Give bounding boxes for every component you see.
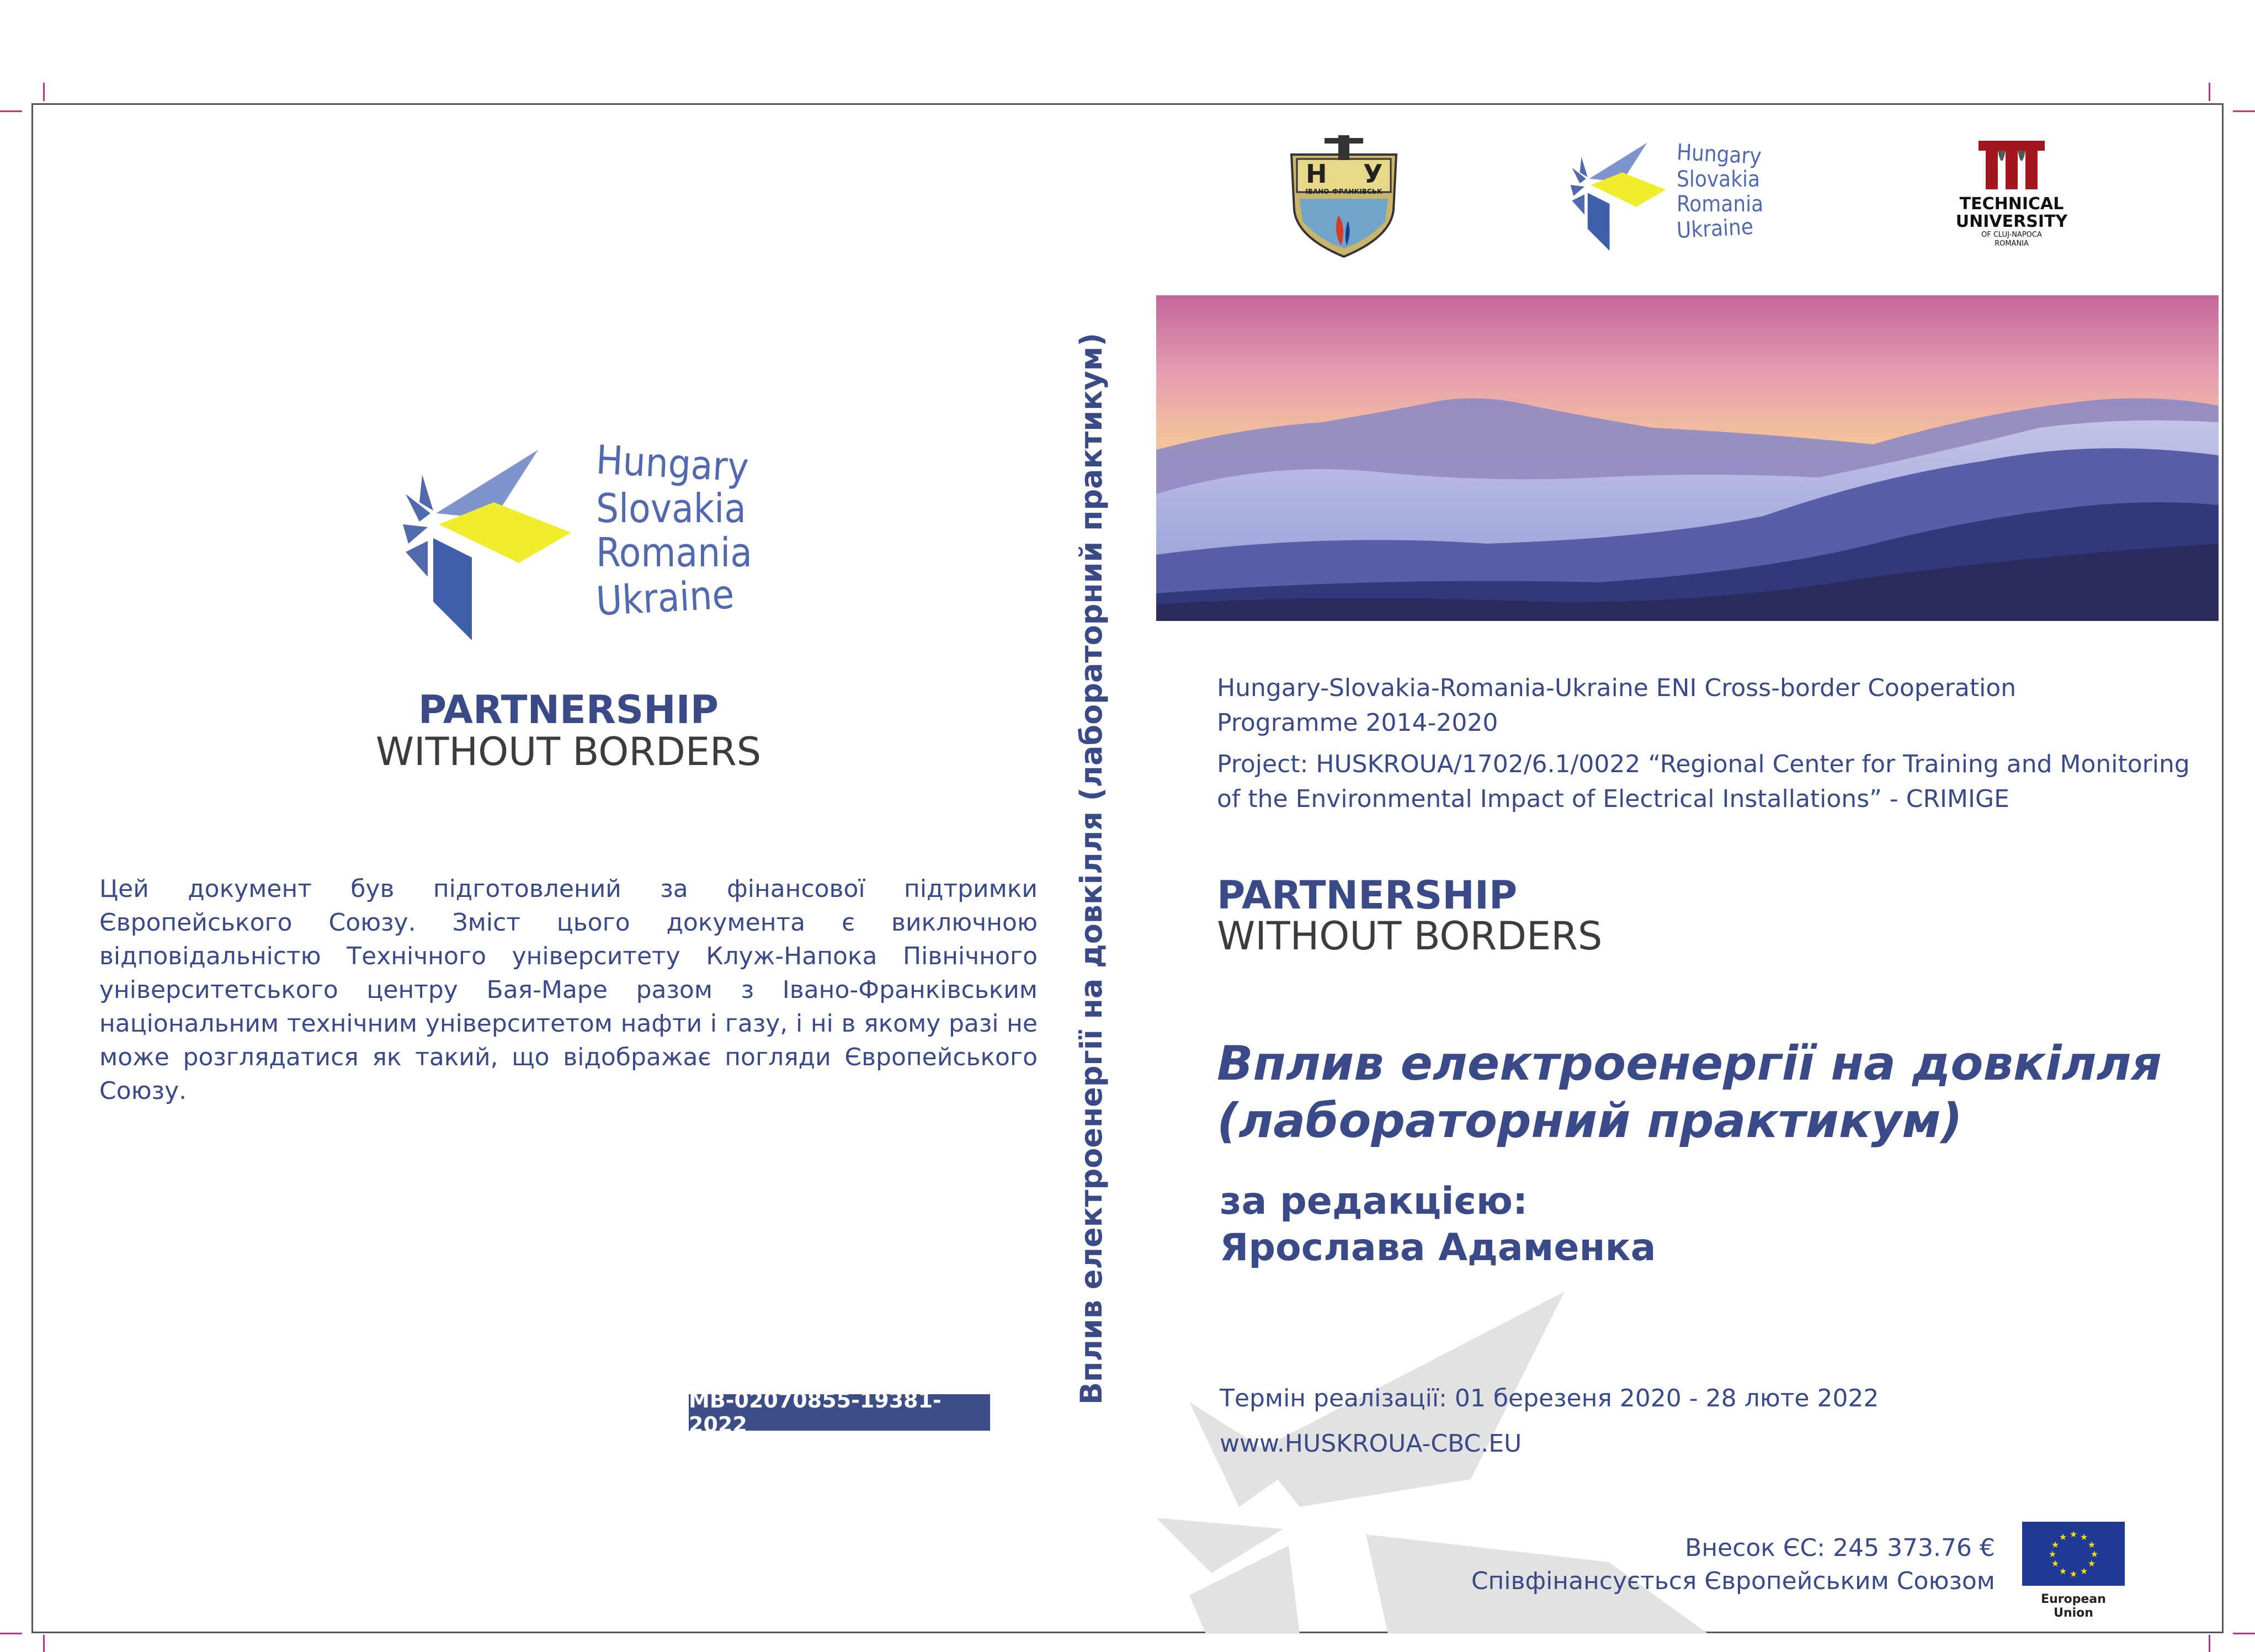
- mountain-landscape-image: [1156, 295, 2219, 621]
- logo-line: Hungary: [595, 436, 750, 491]
- university-emblem-icon: [1286, 132, 1402, 259]
- svg-text:★: ★: [2080, 1566, 2088, 1576]
- emblem-letter: Н: [1306, 159, 1327, 189]
- logo-line: Slovakia: [1677, 166, 1761, 192]
- logo-line: Ukraine: [1676, 214, 1754, 244]
- hsru-logo-small: [1556, 138, 1788, 254]
- tuc-line: OF CLUJ-NAPOCA: [1981, 231, 2042, 239]
- programme-line: of the Environmental Impact of Electrical Installations” - CRIMIGE: [1217, 785, 2009, 813]
- logo-line: Romania: [596, 529, 752, 576]
- programme-line: Programme 2014-2020: [1217, 709, 1498, 737]
- partnership-bold: PARTNERSHIP: [1217, 873, 1518, 918]
- editor-label: за редакцією:: [1220, 1180, 1528, 1223]
- crop-mark: [43, 1635, 45, 1652]
- logo-line: Slovakia: [596, 485, 746, 532]
- crop-mark: [2233, 110, 2255, 112]
- partnership-light: WITHOUT BORDERS: [1217, 913, 1603, 959]
- svg-text:★: ★: [2069, 1529, 2078, 1539]
- tuc-line: TECHNICAL: [1959, 194, 2064, 214]
- crop-mark: [43, 83, 45, 101]
- logo-line: Romania: [1677, 191, 1764, 217]
- spine-title: Вплив електроенергії на довкілля (лабораторний практикум): [1074, 333, 1109, 1405]
- programme-line: Project: HUSKROUA/1702/6.1/0022 “Regional Center for Training and Monitoring: [1217, 750, 2190, 778]
- svg-text:★: ★: [2090, 1549, 2099, 1559]
- logo-line: Ukraine: [594, 571, 736, 625]
- eu-flag-icon: [2022, 1522, 2125, 1586]
- tuc-line: UNIVERSITY: [1955, 212, 2068, 231]
- crop-mark: [2209, 83, 2210, 101]
- cofinance-text: Співфінансується Європейським Союзом: [1471, 1567, 1995, 1595]
- back-partnership: [331, 689, 806, 773]
- programme-line: Hungary-Slovakia-Romania-Ukraine ENI Cross-border Cooperation: [1217, 674, 2017, 702]
- logo-text: [1676, 139, 1764, 244]
- svg-text:★: ★: [2051, 1558, 2060, 1569]
- eu-contribution: [1325, 1532, 1995, 1598]
- logo-mark-icon: [1556, 138, 1672, 254]
- logo-line: Hungary: [1676, 139, 1762, 169]
- svg-text:★: ★: [2087, 1558, 2096, 1569]
- title-line: Вплив електроенергії на довкілля: [1217, 1036, 2162, 1091]
- programme-info: [1217, 671, 2210, 816]
- registration-code-badge: МВ-02070855-19381-2022: [689, 1394, 990, 1431]
- svg-text:★: ★: [2059, 1532, 2067, 1542]
- project-term: Термін реалізації: 01 березеня 2020 - 28 люте 2022: [1220, 1384, 1879, 1412]
- svg-text:★: ★: [2048, 1549, 2057, 1559]
- tuc-logo: [1943, 138, 2081, 254]
- book-title: [1217, 1035, 2210, 1150]
- crop-mark: [0, 1633, 22, 1634]
- tuc-line: ROMANIA: [1995, 240, 2029, 248]
- ifntung-logo: [1286, 132, 1402, 259]
- emblem-caption: ІВАНО-ФРАНКІВСЬК: [1305, 188, 1382, 195]
- emblem-letter: У: [1363, 159, 1383, 189]
- contribution-amount: Внесок ЄС: 245 373.76 €: [1685, 1534, 1995, 1562]
- crop-mark: [0, 110, 22, 112]
- svg-text:★: ★: [2051, 1539, 2060, 1550]
- website-link[interactable]: www.HUSKROUA-CBC.EU: [1220, 1430, 1522, 1458]
- university-mark-icon: [1976, 138, 2047, 193]
- eu-flag-logo: [2021, 1522, 2126, 1620]
- partnership-bold: PARTNERSHIP: [418, 687, 719, 732]
- eu-flag-label: European Union: [2041, 1592, 2106, 1620]
- svg-text:★: ★: [2087, 1539, 2096, 1550]
- title-line: (лабораторний практикум): [1217, 1093, 1963, 1149]
- logo-text: [594, 436, 752, 625]
- front-partnership: [1217, 875, 1714, 957]
- editor-info: [1220, 1178, 2047, 1271]
- partnership-light: WITHOUT BORDERS: [375, 729, 762, 774]
- editor-name: Ярослава Адаменка: [1220, 1226, 1656, 1269]
- crop-mark: [2233, 1633, 2255, 1634]
- crop-mark: [2209, 1635, 2210, 1652]
- logo-mark-icon: [381, 442, 579, 646]
- svg-text:★: ★: [2080, 1532, 2088, 1542]
- back-logo: [381, 436, 778, 651]
- svg-text:★: ★: [2069, 1569, 2078, 1579]
- svg-text:★: ★: [2059, 1566, 2067, 1576]
- disclaimer-text: Цей документ був підготовлений за фінансової підтримки Європейського Союзу. Зміст цього документа є виключною відповідальністю Технічного університету Клуж-Напока Північного університетського центру Бая-Маре разом з Івано-Франківським національним технічним університетом нафти і газу, і ні в якому разі не може розглядатися як такий, що відображає погляди Європейського Союзу.: [99, 875, 1038, 1105]
